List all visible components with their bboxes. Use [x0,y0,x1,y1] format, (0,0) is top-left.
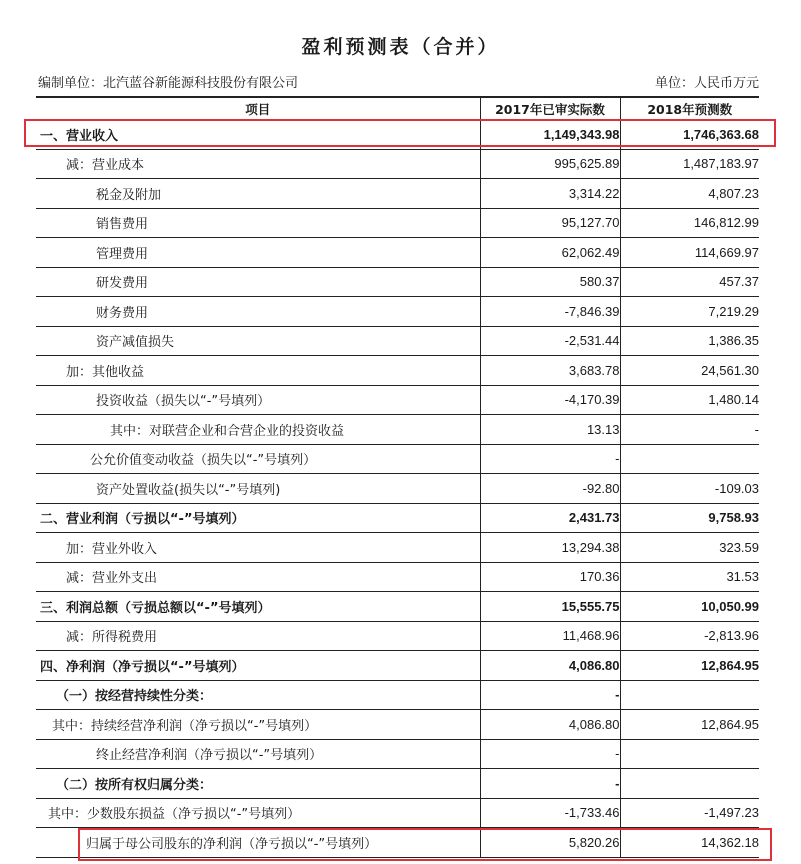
value-2017-actual: -1,733.46 [480,798,620,828]
table-row [36,297,759,327]
value-2018-forecast: - [620,415,759,445]
row-label: 管理费用 [36,238,480,268]
highlight-parent-net-profit [78,828,772,861]
row-label: 其中：对联营企业和合营企业的投资收益 [36,415,480,445]
value-2018-forecast: 1,480.14 [620,385,759,415]
value-2017-actual: 170.36 [480,562,620,592]
value-2017-actual: -7,846.39 [480,297,620,327]
value-2017-actual: 580.37 [480,267,620,297]
profit-forecast-table [36,96,759,858]
value-2018-forecast: 31.53 [620,562,759,592]
value-2018-forecast: 12,864.95 [620,651,759,681]
row-label: 公允价值变动收益（损失以“-”号填列） [36,444,480,474]
value-2018-forecast: 1,386.35 [620,326,759,356]
table-body [36,120,759,858]
row-label: 一、营业收入 [36,120,480,150]
value-2017-actual: 13,294.38 [480,533,620,563]
table-row [36,208,759,238]
table-row [36,710,759,740]
value-2017-actual: 2,431.73 [480,503,620,533]
row-label: 投资收益（损失以“-”号填列） [36,385,480,415]
value-2017-actual: - [480,769,620,799]
highlight-operating-revenue [24,119,776,147]
table-row [36,179,759,209]
row-label: 归属于母公司股东的净利润（净亏损以“-”号填列） [36,828,480,858]
value-2017-actual: - [480,739,620,769]
row-label: 其中：少数股东损益（净亏损以“-”号填列） [36,798,480,828]
value-2018-forecast: 114,669.97 [620,238,759,268]
table-row [36,474,759,504]
report-title: 盈利预测表（合并） [301,36,500,58]
row-label: 减：所得税费用 [36,621,480,651]
value-2017-actual: -92.80 [480,474,620,504]
value-2018-forecast: 12,864.95 [620,710,759,740]
value-2017-actual: 5,820.26 [480,828,620,858]
value-2018-forecast: 323.59 [620,533,759,563]
header-item: 项目 [36,97,480,120]
table-row [36,739,759,769]
row-label: 四、净利润（净亏损以“-”号填列） [36,651,480,681]
value-2018-forecast: 457.37 [620,267,759,297]
value-2018-forecast: -2,813.96 [620,621,759,651]
table-row [36,651,759,681]
row-label: 财务费用 [36,297,480,327]
table-row [36,149,759,179]
compiler-unit: 编制单位：北汽蓝谷新能源科技股份有限公司 [38,76,299,91]
value-2018-forecast: 4,807.23 [620,179,759,209]
value-2017-actual: - [480,680,620,710]
table-row [36,533,759,563]
value-2018-forecast: 1,746,363.68 [620,120,759,150]
value-2017-actual: 995,625.89 [480,149,620,179]
value-2018-forecast [620,739,759,769]
table-row [36,621,759,651]
table-row [36,385,759,415]
table-row [36,592,759,622]
header-2018-forecast: 2018年预测数 [620,97,759,120]
row-label: 资产减值损失 [36,326,480,356]
value-2018-forecast: 10,050.99 [620,592,759,622]
row-label: 减：营业成本 [36,149,480,179]
table-row [36,444,759,474]
row-label: 加：其他收益 [36,356,480,386]
row-label: 销售费用 [36,208,480,238]
row-label: （二）按所有权归属分类： [36,769,480,799]
row-label: 二、营业利润（亏损以“-”号填列） [36,503,480,533]
table-row [36,798,759,828]
value-2018-forecast: 146,812.99 [620,208,759,238]
value-2018-forecast [620,680,759,710]
value-2018-forecast [620,444,759,474]
row-label: 研发费用 [36,267,480,297]
table-row [36,415,759,445]
value-2017-actual: 95,127.70 [480,208,620,238]
value-2017-actual: 4,086.80 [480,710,620,740]
table-row [36,326,759,356]
value-2018-forecast: 24,561.30 [620,356,759,386]
table-row [36,238,759,268]
value-2018-forecast: 9,758.93 [620,503,759,533]
table-row [36,267,759,297]
value-2017-actual: 4,086.80 [480,651,620,681]
header-2017-actual: 2017年已审实际数 [480,97,620,120]
table-row [36,769,759,799]
table-header-row [36,97,759,120]
table-row [36,562,759,592]
row-label: 税金及附加 [36,179,480,209]
value-2017-actual: 3,314.22 [480,179,620,209]
value-2017-actual: 13.13 [480,415,620,445]
row-label: （一）按经营持续性分类： [36,680,480,710]
value-2017-actual: - [480,444,620,474]
value-2018-forecast: 7,219.29 [620,297,759,327]
table-row [36,503,759,533]
row-label: 减：营业外支出 [36,562,480,592]
row-label: 终止经营净利润（净亏损以“-”号填列） [36,739,480,769]
currency-unit: 单位：人民币万元 [654,76,759,91]
row-label: 其中：持续经营净利润（净亏损以“-”号填列） [36,710,480,740]
table-row [36,680,759,710]
table-row [36,356,759,386]
row-label: 三、利润总额（亏损总额以“-”号填列） [36,592,480,622]
row-label: 加：营业外收入 [36,533,480,563]
value-2017-actual: -4,170.39 [480,385,620,415]
value-2017-actual: -2,531.44 [480,326,620,356]
value-2018-forecast: -1,497.23 [620,798,759,828]
value-2017-actual: 62,062.49 [480,238,620,268]
value-2017-actual: 11,468.96 [480,621,620,651]
row-label: 资产处置收益(损失以“-”号填列) [36,474,480,504]
value-2018-forecast: 1,487,183.97 [620,149,759,179]
value-2017-actual: 15,555.75 [480,592,620,622]
value-2018-forecast [620,769,759,799]
value-2018-forecast: 14,362.18 [620,828,759,858]
value-2017-actual: 1,149,343.98 [480,120,620,150]
value-2018-forecast: -109.03 [620,474,759,504]
value-2017-actual: 3,683.78 [480,356,620,386]
